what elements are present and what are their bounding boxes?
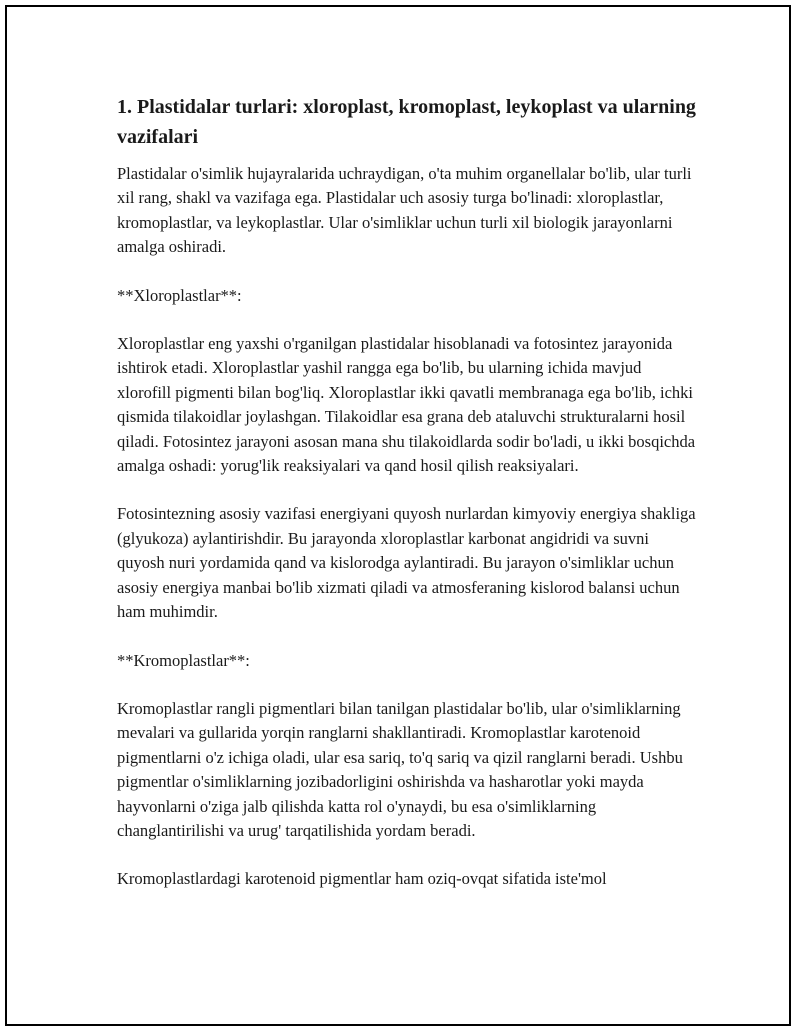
paragraph-kromoplast-pigments: Kromoplastlar rangli pigmentlari bilan tanilgan plastidalar bo'lib, ular o'simliklarning mevalari va gullarida yorqin ranglarni shakllantiradi. Kromoplastlar karotenoid pigmentlarni o'z ichiga oladi, ular esa sariq, to'q sariq va qizil ranglarni beradi. Ushbu pigmentlar o'simliklarning jozibadorligini oshirishda va hasharotlar yoki mayda hayvonlarni o'ziga jalb qilishda katta rol o'ynaydi, bu esa o'simliklarning changlantirilishi va urug' tarqatilishida yordam beradi. bbox=[117, 698, 683, 840]
paragraph-photosynthesis-function: Fotosintezning asosiy vazifasi energiyani quyosh nurlardan kimyoviy energiya shakliga (glyukoza) aylantirishdir. Bu jarayonda xloroplastlar karbonat angidridi va suvni quyosh nuri yordamida qand va kislorodga aylantiradi. Bu jarayon o'simliklar uchun asosiy energiya manbai bo'lib xizmati qiladi va atmosferaning kislorod balansi uchun ham muhimdir. bbox=[117, 504, 696, 622]
heading-xloroplastlar: **Xloroplastlar**: bbox=[117, 285, 242, 305]
document-body bbox=[117, 92, 697, 892]
heading-kromoplastlar: **Kromoplastlar**: bbox=[117, 650, 250, 670]
paragraph-plastid-intro: Plastidalar o'simlik hujayralarida uchraydigan, o'ta muhim organellalar bo'lib, ular turli xil rang, shakl va vazifaga ega. Plastidalar uch asosiy turga bo'linadi: xloroplastlar, kromoplastlar, va leykoplastlar. Ular o'simliklar uchun turli xil biologik jarayonlarni amalga oshiradi. bbox=[117, 164, 692, 257]
paragraph-xloroplast-structure: Xloroplastlar eng yaxshi o'rganilgan plastidalar hisoblanadi va fotosintez jarayonida ishtirok etadi. Xloroplastlar yashil rangga ega bo'lib, bu ularning ichida mavjud xlorofill pigmenti bilan bog'liq. Xloroplastlar ikki qavatli membranaga ega bo'lib, ichki qismida tilakoidlar joylashgan. Tilakoidlar esa grana deb ataluvchi strukturalarni hosil qiladi. Fotosintez jarayoni asosan mana shu tilakoidlarda sodir bo'ladi, u ikki bosqichda amalga oshadi: yorug'lik reaksiyalari va qand hosil qilish reaksiyalari. bbox=[117, 334, 696, 476]
paragraph-carotenoid-food: Kromoplastlardagi karotenoid pigmentlar ham oziq-ovqat sifatida iste'mol bbox=[117, 869, 607, 889]
document-title: 1. Plastidalar turlari: xloroplast, kromoplast, leykoplast va ularning vazifalari bbox=[117, 96, 696, 148]
